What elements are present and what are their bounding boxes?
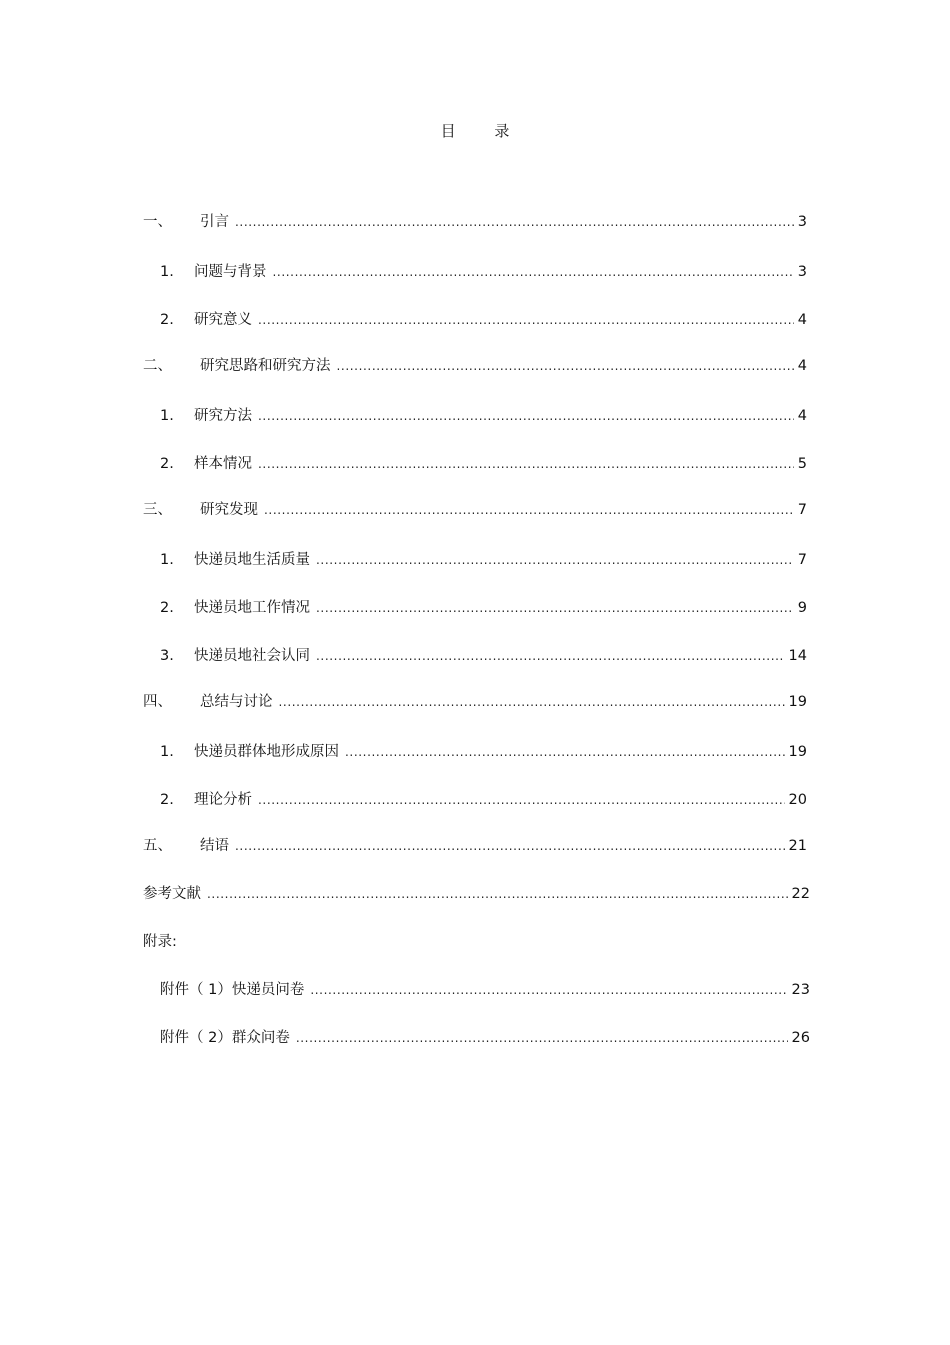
toc-entry-page: 3 bbox=[797, 214, 807, 230]
toc-entry-label: 样本情况 bbox=[194, 456, 252, 472]
toc-entry-label: 参考文献 bbox=[143, 886, 201, 902]
toc-entry-attachment-1[interactable] bbox=[160, 979, 810, 1001]
toc-entry-number: 一、 bbox=[143, 214, 172, 230]
toc-dot-leader bbox=[279, 691, 785, 713]
toc-entry-page: 4 bbox=[797, 312, 807, 328]
toc-entry-number: 2. bbox=[160, 600, 174, 616]
toc-entry-number: 三、 bbox=[143, 502, 172, 518]
toc-entry-page: 19 bbox=[788, 744, 807, 760]
toc-entry-number: 2. bbox=[160, 456, 174, 472]
toc-entry-label: 研究发现 bbox=[200, 502, 258, 518]
toc-entry-number: 1. bbox=[160, 744, 174, 760]
toc-entry-label: 快递员地生活质量 bbox=[194, 552, 310, 568]
toc-entry-label: 研究意义 bbox=[194, 312, 252, 328]
toc-entry-number: 2. bbox=[160, 792, 174, 808]
toc-dot-leader bbox=[235, 211, 794, 233]
toc-entry-page: 3 bbox=[797, 264, 807, 280]
toc-entry-attachment-2[interactable] bbox=[160, 1027, 810, 1049]
toc-entry-section-3-3[interactable] bbox=[160, 645, 807, 667]
toc-entry-page: 19 bbox=[788, 694, 807, 710]
toc-entry-page: 26 bbox=[791, 1030, 810, 1046]
toc-dot-leader bbox=[316, 549, 794, 571]
toc-entry-section-2-1[interactable] bbox=[160, 405, 807, 427]
toc-dot-leader bbox=[235, 835, 785, 857]
toc-entry-label: 结语 bbox=[200, 838, 229, 854]
toc-entry-label: 引言 bbox=[200, 214, 229, 230]
toc-entry-label: 附件（ 2）群众问卷 bbox=[160, 1030, 290, 1046]
toc-entry-references[interactable] bbox=[143, 883, 810, 905]
toc-title: 目 录 bbox=[440, 122, 527, 140]
toc-dot-leader bbox=[264, 499, 794, 521]
toc-entry-label: 附件（ 1）快递员问卷 bbox=[160, 982, 305, 998]
toc-entry-number: 2. bbox=[160, 312, 174, 328]
toc-dot-leader bbox=[207, 883, 788, 905]
toc-entry-page: 4 bbox=[797, 408, 807, 424]
toc-entry-number: 1. bbox=[160, 408, 174, 424]
toc-dot-leader bbox=[337, 355, 794, 377]
toc-dot-leader bbox=[316, 645, 785, 667]
toc-entry-page: 7 bbox=[797, 502, 807, 518]
toc-dot-leader bbox=[258, 789, 785, 811]
toc-entry-chapter-2[interactable] bbox=[143, 355, 807, 377]
toc-entry-label: 快递员地工作情况 bbox=[194, 600, 310, 616]
toc-entry-page: 5 bbox=[797, 456, 807, 472]
toc-entry-section-4-2[interactable] bbox=[160, 789, 807, 811]
toc-entry-number: 四、 bbox=[143, 694, 172, 710]
toc-dot-leader bbox=[345, 741, 785, 763]
toc-dot-leader bbox=[258, 309, 794, 331]
toc-entry-label: 总结与讨论 bbox=[200, 694, 273, 710]
toc-entry-number: 二、 bbox=[143, 358, 172, 374]
toc-entry-section-2-2[interactable] bbox=[160, 453, 807, 475]
toc-dot-leader bbox=[258, 405, 794, 427]
toc-entry-number: 1. bbox=[160, 264, 174, 280]
toc-entry-label: 快递员群体地形成原因 bbox=[194, 744, 339, 760]
toc-entry-page: 14 bbox=[788, 648, 807, 664]
toc-entry-label: 理论分析 bbox=[194, 792, 252, 808]
toc-entry-page: 4 bbox=[797, 358, 807, 374]
toc-entry-page: 23 bbox=[791, 982, 810, 998]
toc-entry-label: 研究方法 bbox=[194, 408, 252, 424]
toc-dot-leader bbox=[316, 597, 794, 619]
toc-entry-page: 20 bbox=[788, 792, 807, 808]
toc-entry-chapter-1[interactable] bbox=[143, 211, 807, 233]
toc-entry-number: 1. bbox=[160, 552, 174, 568]
toc-entry-chapter-5[interactable] bbox=[143, 835, 807, 857]
toc-entry-chapter-3[interactable] bbox=[143, 499, 807, 521]
toc-entry-label: 快递员地社会认同 bbox=[194, 648, 310, 664]
toc-dot-leader bbox=[310, 979, 787, 1001]
toc-entry-section-4-1[interactable] bbox=[160, 741, 807, 763]
toc-dot-leader bbox=[258, 453, 794, 475]
toc-entry-section-3-1[interactable] bbox=[160, 549, 807, 571]
toc-entry-section-1-1[interactable] bbox=[160, 261, 807, 283]
toc-entry-chapter-4[interactable] bbox=[143, 691, 807, 713]
toc-dot-leader bbox=[273, 261, 794, 283]
toc-entry-label: 问题与背景 bbox=[194, 264, 267, 280]
toc-entry-section-3-2[interactable] bbox=[160, 597, 807, 619]
toc-entry-page: 21 bbox=[788, 838, 807, 854]
toc-entry-label: 研究思路和研究方法 bbox=[200, 358, 331, 374]
toc-entry-section-1-2[interactable] bbox=[160, 309, 807, 331]
toc-entry-page: 7 bbox=[797, 552, 807, 568]
toc-entry-number: 3. bbox=[160, 648, 174, 664]
toc-entry-appendix[interactable] bbox=[143, 931, 443, 953]
toc-entry-number: 五、 bbox=[143, 838, 172, 854]
toc-entry-page: 22 bbox=[791, 886, 810, 902]
toc-dot-leader bbox=[296, 1027, 788, 1049]
toc-entry-label: 附录: bbox=[143, 934, 177, 950]
toc-entry-page: 9 bbox=[797, 600, 807, 616]
